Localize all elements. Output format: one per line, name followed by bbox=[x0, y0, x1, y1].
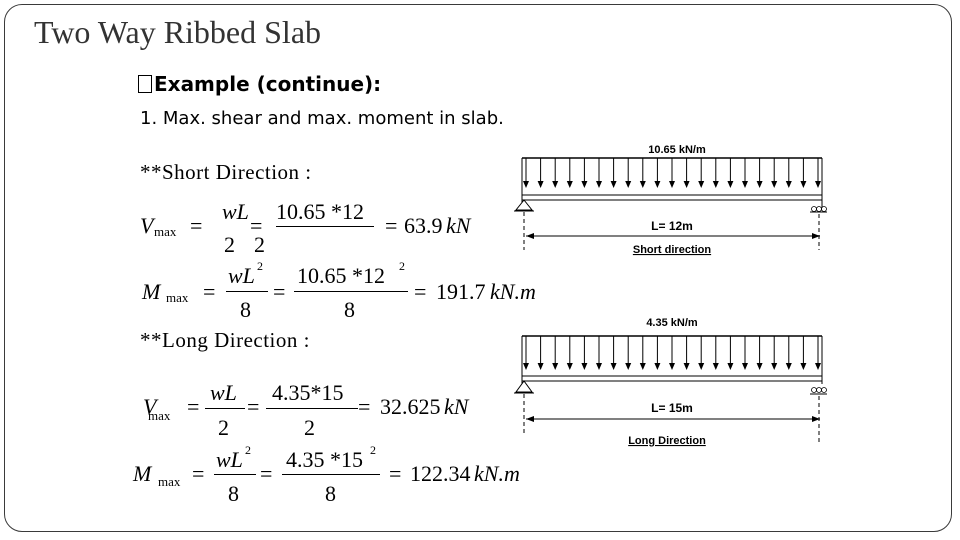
load-arrow-head-icon bbox=[611, 181, 617, 188]
load-arrow-head-icon bbox=[757, 363, 763, 370]
load-arrow-head-icon bbox=[611, 363, 617, 370]
load-arrow-head-icon bbox=[800, 181, 806, 188]
span-label: L= 15m bbox=[651, 401, 693, 415]
load-arrow-head-icon bbox=[538, 363, 544, 370]
load-arrow-head-icon bbox=[669, 181, 675, 188]
short-direction-beam-diagram bbox=[512, 138, 828, 260]
load-arrow-head-icon bbox=[552, 363, 558, 370]
load-arrow-head-icon bbox=[713, 363, 719, 370]
denominator: 8 bbox=[228, 481, 239, 506]
bullet-label: Example (continue): bbox=[154, 72, 382, 96]
fraction-bar bbox=[276, 226, 374, 227]
load-label: 10.65 kN/m bbox=[648, 144, 706, 156]
equals-sign: = bbox=[389, 461, 402, 486]
load-arrow-head-icon bbox=[786, 181, 792, 188]
denominator: 8 bbox=[240, 297, 251, 322]
load-arrow-head-icon bbox=[523, 181, 529, 188]
denominator: 2 bbox=[224, 232, 235, 257]
load-arrow-head-icon bbox=[625, 181, 631, 188]
result-value: 63.9 bbox=[404, 213, 443, 238]
long-direction-heading: **Long Direction : bbox=[140, 328, 310, 352]
missing-glyph-box-icon bbox=[138, 75, 152, 93]
beam bbox=[522, 376, 822, 381]
denominator: 8 bbox=[325, 481, 336, 506]
numerator-values: 10.65 *12 bbox=[297, 263, 385, 288]
numerator-values: 10.65 *12 bbox=[276, 199, 364, 224]
load-arrow-head-icon bbox=[786, 363, 792, 370]
fraction-bar bbox=[226, 291, 268, 292]
equals-sign: = bbox=[250, 213, 263, 238]
arrow-left-icon bbox=[526, 233, 534, 239]
numerator-wl: wL bbox=[228, 263, 255, 288]
load-arrow-head-icon bbox=[742, 181, 748, 188]
equals-sign: = bbox=[414, 279, 427, 304]
load-arrows bbox=[523, 158, 821, 188]
load-arrow-head-icon bbox=[815, 363, 821, 370]
numerator-wl: wL bbox=[210, 380, 237, 405]
denominator: 2 bbox=[304, 415, 315, 440]
slide-title: Two Way Ribbed Slab bbox=[34, 14, 322, 50]
moment-symbol: M bbox=[133, 461, 152, 486]
load-arrow-head-icon bbox=[596, 363, 602, 370]
load-arrow-head-icon bbox=[727, 181, 733, 188]
exponent: 2 bbox=[257, 259, 263, 273]
fraction-bar bbox=[294, 291, 408, 292]
fraction-bar bbox=[205, 408, 245, 409]
exponent: 2 bbox=[399, 259, 405, 273]
diagram-caption: Long Direction bbox=[628, 435, 706, 447]
equals-sign: = bbox=[260, 461, 273, 486]
fraction-bar bbox=[214, 474, 256, 475]
load-arrow-head-icon bbox=[538, 181, 544, 188]
result-unit: kN.m bbox=[474, 461, 520, 486]
result-value: 122.34 bbox=[410, 461, 471, 486]
equals-sign: = bbox=[273, 279, 286, 304]
load-arrow-head-icon bbox=[669, 363, 675, 370]
numerator-wl: wL bbox=[222, 199, 249, 224]
exponent: 2 bbox=[370, 443, 376, 457]
load-arrow-head-icon bbox=[567, 181, 573, 188]
load-arrow-head-icon bbox=[698, 363, 704, 370]
load-arrow-head-icon bbox=[654, 363, 660, 370]
load-arrow-head-icon bbox=[742, 363, 748, 370]
bullet-heading bbox=[138, 72, 381, 96]
shear-symbol: V bbox=[143, 394, 157, 419]
load-arrow-head-icon bbox=[757, 181, 763, 188]
result-value: 32.625 bbox=[380, 394, 441, 419]
exponent: 2 bbox=[245, 443, 251, 457]
result-unit: kN bbox=[446, 213, 471, 238]
long-direction-beam-diagram bbox=[512, 312, 828, 450]
load-arrow-head-icon bbox=[640, 181, 646, 188]
fraction-bar bbox=[282, 474, 380, 475]
equals-sign: = bbox=[247, 394, 260, 419]
diagram-caption: Short direction bbox=[632, 244, 712, 256]
load-arrow-head-icon bbox=[815, 181, 821, 188]
equals-sign: = bbox=[187, 394, 200, 419]
load-arrow-head-icon bbox=[552, 181, 558, 188]
load-arrow-head-icon bbox=[596, 181, 602, 188]
load-label: 4.35 kN/m bbox=[646, 317, 698, 329]
equals-sign: = bbox=[358, 394, 371, 419]
load-arrow-head-icon bbox=[713, 181, 719, 188]
roller-support-icon bbox=[810, 207, 827, 213]
load-arrow-head-icon bbox=[684, 181, 690, 188]
shear-subscript: max bbox=[148, 408, 171, 423]
load-arrow-head-icon bbox=[581, 363, 587, 370]
denominator: 8 bbox=[344, 297, 355, 322]
equals-sign: = bbox=[203, 279, 216, 304]
load-arrow-head-icon bbox=[698, 181, 704, 188]
fraction-bar bbox=[266, 408, 358, 409]
result-unit: kN.m bbox=[490, 279, 536, 304]
equals-sign: = bbox=[190, 213, 203, 238]
pin-support-icon bbox=[516, 381, 532, 392]
load-arrow-head-icon bbox=[625, 363, 631, 370]
denominator: 2 bbox=[218, 415, 229, 440]
pin-support-icon bbox=[516, 200, 532, 210]
load-arrow-head-icon bbox=[771, 181, 777, 188]
list-item-1: 1. Max. shear and max. moment in slab. bbox=[140, 108, 504, 129]
numerator-wl: wL bbox=[216, 447, 243, 472]
shear-subscript: max bbox=[154, 224, 177, 239]
moment-symbol: M bbox=[142, 279, 161, 304]
short-direction-heading: **Short Direction : bbox=[140, 160, 312, 184]
arrow-left-icon bbox=[526, 416, 534, 422]
roller-support-icon bbox=[810, 388, 827, 395]
beam bbox=[522, 195, 822, 200]
denominator: 2 bbox=[254, 232, 265, 257]
numerator-values: 4.35*15 bbox=[272, 380, 344, 405]
load-arrow-head-icon bbox=[567, 363, 573, 370]
result-value: 191.7 bbox=[436, 279, 486, 304]
load-arrow-head-icon bbox=[523, 363, 529, 370]
shear-symbol: V bbox=[140, 213, 154, 238]
moment-subscript: max bbox=[158, 474, 181, 489]
load-arrow-head-icon bbox=[684, 363, 690, 370]
span-label: L= 12m bbox=[651, 219, 693, 233]
load-arrow-head-icon bbox=[727, 363, 733, 370]
moment-subscript: max bbox=[166, 290, 189, 305]
numerator-values: 4.35 *15 bbox=[286, 447, 363, 472]
result-unit: kN bbox=[444, 394, 469, 419]
equals-sign: = bbox=[192, 461, 205, 486]
load-arrow-head-icon bbox=[771, 363, 777, 370]
load-arrow-head-icon bbox=[654, 181, 660, 188]
load-arrow-head-icon bbox=[640, 363, 646, 370]
load-arrow-head-icon bbox=[800, 363, 806, 370]
equals-sign: = bbox=[385, 213, 398, 238]
load-arrows bbox=[523, 336, 821, 370]
load-arrow-head-icon bbox=[581, 181, 587, 188]
